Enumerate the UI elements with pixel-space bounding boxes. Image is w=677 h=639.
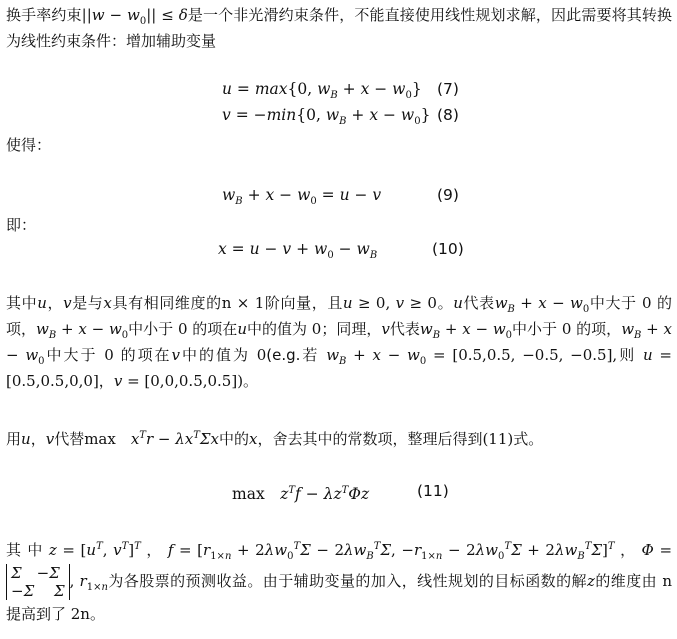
explanation-paragraph: 其中u，v是与x具有相同维度的n × 1阶向量，且u ≥ 0, v ≥ 0。u代表$w_B + x - w_0$中大于 0 的项，$w_B + x - w_0$中小于 0 的项在u中的值为 0；同理，v代表$w_B + x - w_0$中小于 0 的项，$w_B + x - w_0$中大于 0 的项在v中的值为 0(e.g.若 $w_B + x - w_0 = [0.5,0.5$, −0.5, −0.5],则 u = [0.5,0.5,0,0]，v = [0,0,0.5,0.5])。 <box>6 294 672 390</box>
equation-7-number: (7) <box>437 80 459 98</box>
equation-11: max $z^Tf - \lambda z^T\Phi z$ <box>232 484 370 503</box>
intro-paragraph: 换手率约束$||w - w_0|| \le \delta$是一个非光滑约束条件，不能直接使用线性规划求解，因此需要将其转换为线性约束条件：增加辅助变量 <box>6 6 672 50</box>
namely-label: 即： <box>6 216 37 234</box>
definition-paragraph: 其 中 $z = [u^T$, $v^T]^T$ ， $f = [r_{1\times n} + 2\lambda w_0^T\Sigma - 2\lambda w_B^T\Sigma$, $-r_{1\times n} - 2\lambda w_0^T\Sigma + 2\lambda w_B^T\Sigma]^T$ ， Φ = Σ −Σ −Σ Σ , $r_{1\times n}$为各股票的预测收益。由于辅助变量的加入，线性规划的目标函数的解z的维度由 n 提高到了 2n。 <box>6 541 673 623</box>
equation-9-number: (9) <box>437 186 459 204</box>
equation-10: $x = u - v + w_0 - w_B$ <box>218 240 378 262</box>
equation-10-number: (10) <box>432 240 464 258</box>
equation-11-number: (11) <box>417 482 449 500</box>
equation-8-number: (8) <box>437 106 459 124</box>
equation-7: u = max{0, $w_B + x - w_0$} <box>222 80 422 102</box>
such-that-label: 使得： <box>6 136 52 154</box>
phi-matrix: Σ −Σ −Σ Σ <box>6 564 70 600</box>
equation-9: $w_B + x - w_0 = u - v$ <box>222 186 382 208</box>
substitution-paragraph: 用u，v代替max $x^Tr - \lambda x^T\Sigma x$中的x，舍去其中的常数项，整理后得到(11)式。 <box>6 430 544 448</box>
equation-8: v = −min{0, $w_B + x - w_0$} <box>222 106 431 128</box>
